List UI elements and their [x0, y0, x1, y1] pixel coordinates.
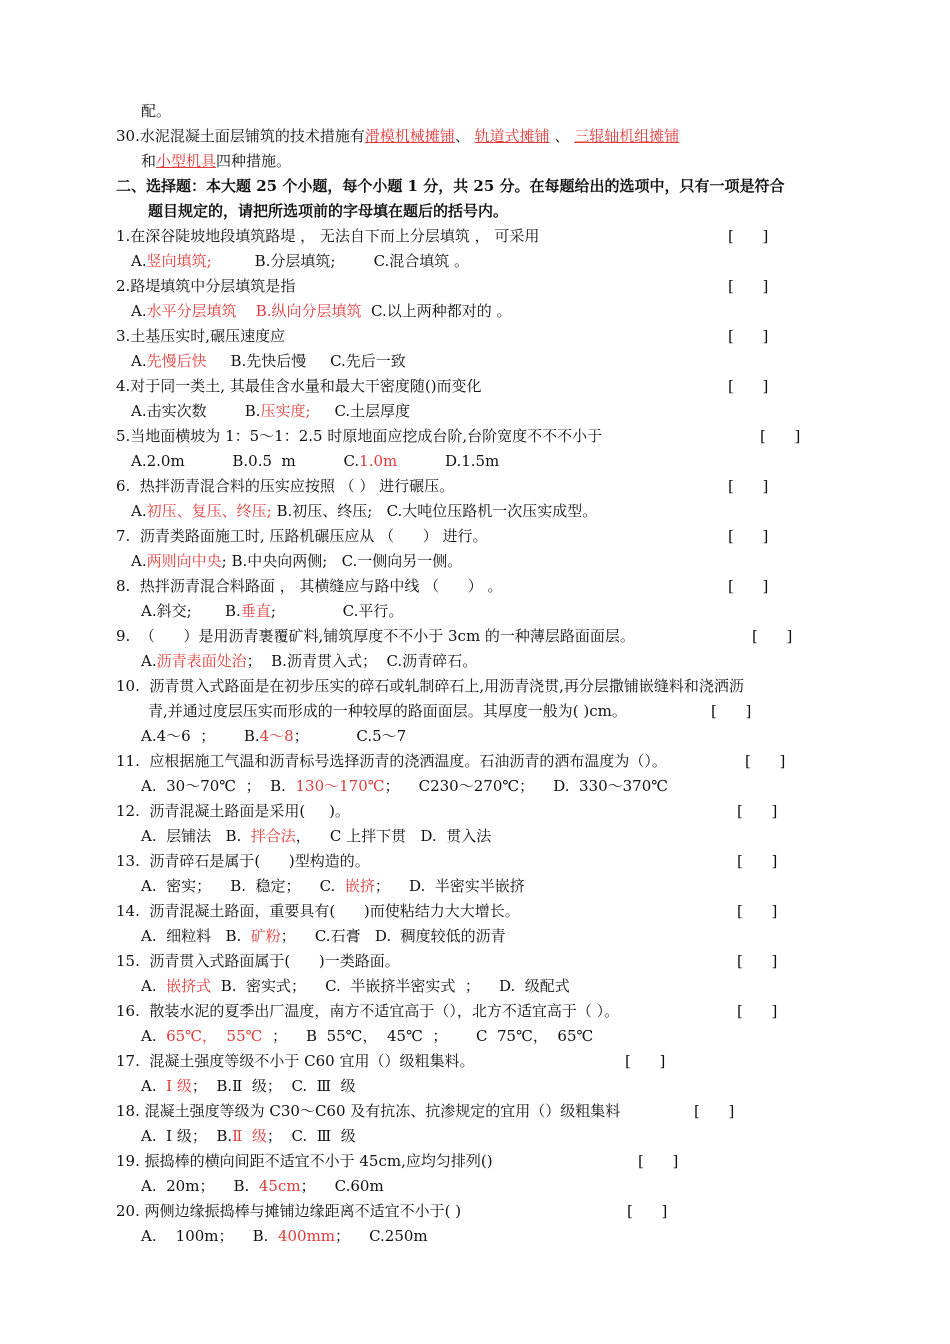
answer-text: 沥青表面处治	[156, 652, 247, 670]
question-5: 5.当地面横坡为 1：5～1：2.5 时原地面应挖成台阶,台阶宽度不不不小于	[116, 427, 603, 445]
answer-text: 初压、复压、终压;	[146, 502, 272, 520]
answer-bracket: [ ]	[711, 702, 752, 720]
options-18	[141, 1125, 356, 1147]
options-19	[141, 1175, 384, 1197]
answer-text: Ⅰ 级	[166, 1077, 192, 1095]
answer-text: 垂直	[240, 602, 271, 620]
option-text: B.分层填筑; C.混合填筑 。	[211, 252, 470, 270]
option-text: A. 100m； B.	[141, 1227, 278, 1245]
answer-bracket: [ ]	[728, 377, 769, 395]
answer-bracket: [ ]	[728, 227, 769, 245]
question-10: 10. 沥青贯入式路面是在初步压实的碎石或轧制碎石上,用沥青浇贯,再分层撒铺嵌缝料和浇洒沥	[116, 677, 744, 695]
question-2: 2.路堤填筑中分层填筑是指	[116, 277, 296, 295]
answer-text: 竖向填筑;	[146, 252, 212, 270]
answer-bracket: [ ]	[728, 327, 769, 345]
option-label: A.	[141, 1027, 167, 1045]
options-8	[141, 600, 403, 622]
option-text: A. Ⅰ 级； B.	[141, 1127, 233, 1145]
answer-bracket: [ ]	[627, 1202, 668, 1220]
question-30	[116, 125, 679, 147]
answer-bracket: [ ]	[638, 1152, 679, 1170]
option-text: ； C.石膏 D. 稠度较低的沥青	[280, 927, 506, 945]
option-text: ； C.250m	[335, 1227, 428, 1245]
question-8: 8. 热拌沥青混合料路面 ， 其横缝应与路中线 （ ） 。	[116, 577, 503, 595]
answer-bracket: [ ]	[752, 627, 793, 645]
section-heading: 二、选择题：本大题 25 个小题，每个小题 1 分，共 25 分。在每题给出的选项中，只有一项是符合	[116, 177, 785, 195]
option-text: A. 密实； B. 稳定； C.	[141, 877, 345, 895]
option-label: A.	[131, 302, 147, 320]
option-text: A.击实次数 B.	[131, 402, 261, 420]
answer-bracket: [ ]	[728, 477, 769, 495]
question-11: 11. 应根据施工气温和沥青标号选择沥青的浇洒温度。石油沥青的洒布温度为（）。	[116, 752, 667, 770]
question-4: 4.对于同一类土, 其最佳含水量和最大干密度随()而变化	[116, 377, 482, 395]
option-text: ； C.5～7	[293, 727, 407, 745]
answer-bracket: [ ]	[760, 427, 801, 445]
option-text: A. 细粒料 B.	[141, 927, 251, 945]
question-15: 15. 沥青贯入式路面属于( )一类路面。	[116, 952, 400, 970]
option-text: ； C.60m	[300, 1177, 384, 1195]
options-5	[131, 450, 499, 472]
option-text: ； B.沥青贯入式； C.沥青碎石。	[246, 652, 478, 670]
answer-text: 嵌挤	[344, 877, 375, 895]
answer-text: 嵌挤式	[166, 977, 212, 995]
answer-bracket: [ ]	[737, 852, 778, 870]
question-1: 1.在深谷陡坡地段填筑路堤 ， 无法自下而上分层填筑 ， 可采用	[116, 227, 540, 245]
option-text: A. 30～70℃ ； B.	[141, 777, 296, 795]
section-heading-cont: 题目规定的，请把所选项前的字母填在题后的括号内。	[148, 202, 509, 220]
option-text: A.4～6 ； B.	[141, 727, 260, 745]
option-text: A. 层铺法 B.	[141, 827, 251, 845]
answer-text: B.纵向分层填筑	[255, 302, 362, 320]
answer-bracket: [ ]	[737, 902, 778, 920]
option-text: ； C230～270℃； D. 330～370℃	[384, 777, 669, 795]
text-line: 配。	[141, 102, 172, 120]
question-18: 18. 混凝土强度等级为 C30～C60 及有抗冻、抗渗规定的宜用（）级粗集料	[116, 1102, 621, 1120]
options-9	[141, 650, 477, 672]
question-3: 3.土基压实时,碾压速度应	[116, 327, 286, 345]
options-11	[141, 775, 668, 797]
answer-bracket: [ ]	[694, 1102, 735, 1120]
option-text: B.初压、终压; C.大吨位压路机一次压实成型。	[271, 502, 598, 520]
option-label: A.	[131, 552, 147, 570]
question-17: 17. 混凝土强度等级不小于 C60 宜用（）级粗集料。	[116, 1052, 475, 1070]
options-16	[141, 1025, 593, 1047]
answer-text: 拌合法	[250, 827, 296, 845]
option-label: A.	[131, 252, 147, 270]
answer-bracket: [ ]	[728, 527, 769, 545]
answer-bracket: [ ]	[625, 1052, 666, 1070]
question-16: 16. 散装水泥的夏季出厂温度，南方不适宜高于（），北方不适宜高于（ ）。	[116, 1002, 620, 1020]
question-30-cont	[141, 150, 291, 172]
question-text: 四种措施。	[216, 152, 292, 170]
answer-bracket: [ ]	[728, 577, 769, 595]
options-2	[131, 300, 512, 322]
answer-bracket: [ ]	[737, 952, 778, 970]
option-text: C.以上两种都对的 。	[371, 302, 512, 320]
answer-text: 水平分层填筑	[146, 302, 237, 320]
option-text: ， C 上拌下贯 D. 贯入法	[295, 827, 492, 845]
answer-bracket: [ ]	[737, 1002, 778, 1020]
option-label: A.	[141, 652, 157, 670]
answer-bracket: [ ]	[745, 752, 786, 770]
options-7	[131, 550, 462, 572]
question-20: 20. 两侧边缘振捣棒与摊铺边缘距离不适宜不小于( )	[116, 1202, 462, 1220]
options-3	[131, 350, 406, 372]
option-text: ； B.Ⅱ 级； C. Ⅲ 级	[191, 1077, 356, 1095]
answer-text: 130～170℃	[295, 777, 385, 795]
question-10-cont: 青,并通过度层压实而形成的一种较厚的路面面层。其厚度一般为( )cm。	[148, 702, 627, 720]
option-text: ； D. 半密实半嵌挤	[374, 877, 525, 895]
question-text: 和	[141, 152, 157, 170]
options-12	[141, 825, 491, 847]
answer-text: 1.0m	[359, 452, 398, 470]
answer-text: Ⅱ 级	[232, 1127, 267, 1145]
answer-text: 400mm	[277, 1227, 336, 1245]
question-13: 13. 沥青碎石是属于( )型构造的。	[116, 852, 370, 870]
answer-text: 小型机具	[156, 152, 217, 170]
answer-text: 压实度;	[260, 402, 311, 420]
question-6: 6. 热拌沥青混合料的压实应按照 （ ） 进行碾压。	[116, 477, 455, 495]
options-17	[141, 1075, 356, 1097]
option-text: ; C.平行。	[270, 602, 404, 620]
separator: 、	[454, 127, 470, 145]
answer-text: 先慢后快	[146, 352, 207, 370]
options-13	[141, 875, 525, 897]
option-label: A.	[131, 502, 147, 520]
answer-text: 轨道式摊铺	[474, 127, 550, 145]
option-text: D.1.5m	[397, 452, 500, 470]
options-6	[131, 500, 597, 522]
answer-text: 65℃， 55℃	[166, 1027, 263, 1045]
separator: 、	[554, 127, 570, 145]
question-14: 14. 沥青混凝土路面，重要具有( )而使粘结力大大增长。	[116, 902, 520, 920]
answer-text: 45cm	[258, 1177, 301, 1195]
option-label: A.	[131, 352, 147, 370]
question-19: 19. 振捣棒的横向间距不适宜不小于 45cm,应均匀排列()	[116, 1152, 493, 1170]
option-text: B. 密实式； C. 半嵌挤半密实式 ； D. 级配式	[211, 977, 570, 995]
options-14	[141, 925, 506, 947]
question-text: 30.水泥混凝土面层铺筑的技术措施有	[116, 127, 365, 145]
option-text: A.斜交; B.	[141, 602, 241, 620]
question-7: 7. 沥青类路面施工时, 压路机碾压应从 （ ） 进行。	[116, 527, 488, 545]
options-10	[141, 725, 406, 747]
answer-text: 4～8	[259, 727, 294, 745]
option-text: ; B.中央向两侧; C.一侧向另一侧。	[221, 552, 463, 570]
answer-text: 三辊轴机组摊铺	[574, 127, 680, 145]
answer-text: 矿粉	[250, 927, 281, 945]
options-15	[141, 975, 570, 997]
option-text: ； C. Ⅲ 级	[266, 1127, 356, 1145]
options-4	[131, 400, 410, 422]
option-label: A.	[141, 977, 167, 995]
answer-bracket: [ ]	[728, 277, 769, 295]
options-1	[131, 250, 469, 272]
option-label: A.	[141, 1077, 167, 1095]
options-20	[141, 1225, 428, 1247]
option-text: B.先快后慢 C.先后一致	[206, 352, 406, 370]
answer-text: 滑模机械摊铺	[364, 127, 455, 145]
answer-bracket: [ ]	[737, 802, 778, 820]
question-9: 9. （ ）是用沥青裹覆矿料,铺筑厚度不不小于 3cm 的一种薄层路面面层。	[116, 627, 635, 645]
option-text: A.2.0m B.0.5 m C.	[131, 452, 360, 470]
option-text: C.土层厚度	[310, 402, 411, 420]
answer-text: 两则向中央	[146, 552, 222, 570]
question-12: 12. 沥青混凝土路面是采用( )。	[116, 802, 350, 820]
option-text: ； B 55℃， 45℃ ； C 75℃， 65℃	[262, 1027, 594, 1045]
option-text: A. 20m； B.	[141, 1177, 259, 1195]
